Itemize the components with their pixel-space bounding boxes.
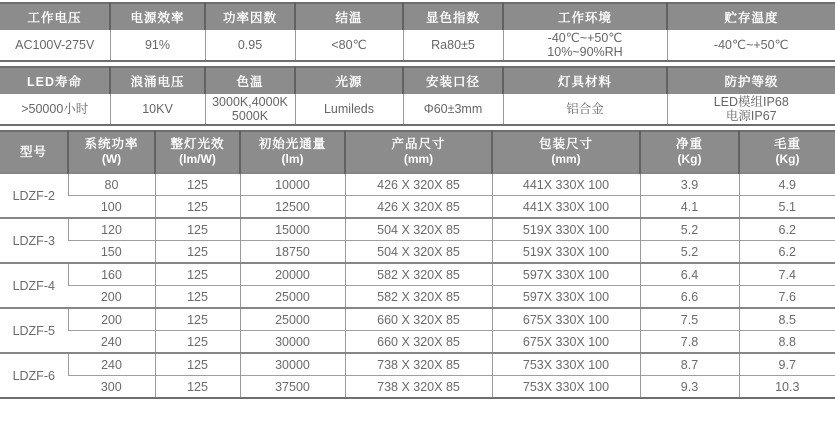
table-cell: 37500	[240, 376, 345, 399]
table-cell: 8.7	[640, 353, 739, 376]
table-cell: 660 X 320X 85	[345, 308, 492, 331]
header-label: 产品尺寸	[391, 137, 446, 151]
table-cell: 125	[155, 308, 240, 331]
table-cell: 125	[155, 331, 240, 354]
spec-value-cell	[667, 30, 835, 61]
table-cell: 125	[155, 353, 240, 376]
spec-header-cell: 浪涌电压	[110, 67, 205, 94]
model-table-header-row	[0, 131, 835, 173]
table-cell: 582 X 320X 85	[345, 286, 492, 309]
spec-value-line: 电源IP67	[725, 109, 777, 123]
spec-value-line: AC100V-275V	[15, 38, 95, 52]
spec-header-cell: 安装口径	[403, 67, 503, 94]
table-cell: 25000	[240, 308, 345, 331]
table-cell: 125	[155, 218, 240, 241]
table-cell: 20000	[240, 263, 345, 286]
table-cell: 6.2	[739, 241, 835, 264]
table-cell: 660 X 320X 85	[345, 331, 492, 354]
table-cell: 25000	[240, 286, 345, 309]
model-cell: LDZF-4	[0, 263, 68, 308]
table-cell: 597X 330X 100	[492, 286, 640, 309]
spec-value-row	[0, 94, 835, 125]
model-table-header-cell	[492, 131, 640, 173]
spec-value-cell	[295, 30, 403, 61]
spec-header-row	[0, 67, 835, 94]
table-cell: 150	[68, 241, 155, 264]
spec-value-cell	[110, 94, 205, 125]
table-cell: 6.2	[739, 218, 835, 241]
table-cell: 125	[155, 241, 240, 264]
table-cell: 519X 330X 100	[492, 241, 640, 264]
spec-value-cell	[0, 94, 110, 125]
spec-value-line: 铝合金	[566, 102, 604, 116]
table-row	[0, 331, 835, 354]
header-label: 毛重	[773, 137, 801, 151]
header-label: 系统功率	[84, 137, 139, 151]
table-row	[0, 286, 835, 309]
table-cell: 6.4	[640, 263, 739, 286]
table-cell: 125	[155, 376, 240, 399]
table-cell: 125	[155, 263, 240, 286]
spec-value-line: Lumileds	[323, 102, 375, 116]
spec-header-cell: 灯具材料	[503, 67, 667, 94]
table-cell: 18750	[240, 241, 345, 264]
header-label: 初始光通量	[258, 137, 327, 151]
table-cell: 582 X 320X 85	[345, 263, 492, 286]
table-cell: 426 X 320X 85	[345, 173, 492, 196]
table-cell: 100	[68, 196, 155, 219]
model-cell: LDZF-2	[0, 173, 68, 218]
spec-value-line: 5000K	[231, 109, 269, 123]
table-cell: 738 X 320X 85	[345, 353, 492, 376]
header-unit: (W)	[101, 152, 122, 166]
spec-header-cell: 电源效率	[110, 3, 205, 30]
table-row	[0, 241, 835, 264]
spec-value-line: -40℃~+50℃	[713, 38, 789, 52]
table-cell: 15000	[240, 218, 345, 241]
table-cell: 125	[155, 173, 240, 196]
spec-table-2	[0, 66, 835, 126]
table-cell: 5.1	[739, 196, 835, 219]
table-row	[0, 218, 835, 241]
spec-header-cell: LED寿命	[0, 67, 110, 94]
table-cell: 30000	[240, 331, 345, 354]
table-cell: 300	[68, 376, 155, 399]
table-cell: 441X 330X 100	[492, 196, 640, 219]
header-unit: (mm)	[551, 152, 581, 166]
spec-value-line: Ra80±5	[431, 38, 475, 52]
table-cell: 6.6	[640, 286, 739, 309]
table-cell: 200	[68, 286, 155, 309]
spec-header-cell: 光源	[295, 67, 403, 94]
table-cell: 7.5	[640, 308, 739, 331]
table-cell: 3.9	[640, 173, 739, 196]
spec-value-cell	[667, 94, 835, 125]
table-cell: 4.1	[640, 196, 739, 219]
table-cell: 5.2	[640, 241, 739, 264]
header-label: 型号	[19, 144, 47, 159]
table-cell: 597X 330X 100	[492, 263, 640, 286]
table-cell: 125	[155, 286, 240, 309]
table-cell: 753X 330X 100	[492, 353, 640, 376]
model-cell: LDZF-5	[0, 308, 68, 353]
spec-header-cell: 显色指数	[403, 3, 503, 30]
header-label: 整灯光效	[170, 137, 225, 151]
model-cell: LDZF-6	[0, 353, 68, 398]
table-cell: 9.7	[739, 353, 835, 376]
spec-header-cell: 功率因数	[205, 3, 295, 30]
table-cell: 441X 330X 100	[492, 173, 640, 196]
model-spec-table	[0, 130, 835, 399]
spec-value-line: <80℃	[331, 38, 367, 52]
table-cell: 240	[68, 353, 155, 376]
model-table-header-cell	[155, 131, 240, 173]
model-table-header-cell	[68, 131, 155, 173]
table-cell: 7.6	[739, 286, 835, 309]
spec-value-cell	[110, 30, 205, 61]
table-cell: 504 X 320X 85	[345, 218, 492, 241]
model-table-header-cell	[739, 131, 835, 173]
table-cell: 8.8	[739, 331, 835, 354]
table-cell: 120	[68, 218, 155, 241]
header-unit: (Kg)	[677, 152, 702, 166]
model-cell: LDZF-3	[0, 218, 68, 263]
header-label: 包装尺寸	[538, 137, 593, 151]
table-cell: 200	[68, 308, 155, 331]
table-cell: 426 X 320X 85	[345, 196, 492, 219]
model-table-header-cell	[240, 131, 345, 173]
spec-value-cell	[295, 94, 403, 125]
spec-table-1	[0, 2, 835, 62]
table-cell: 8.5	[739, 308, 835, 331]
model-table-header-cell	[0, 131, 68, 173]
spec-value-cell	[205, 30, 295, 61]
table-cell: 10.3	[739, 376, 835, 399]
spec-value-line: -40℃~+50℃	[547, 31, 623, 45]
table-cell: 5.2	[640, 218, 739, 241]
spec-header-cell: 贮存温度	[667, 3, 835, 30]
table-cell: 675X 330X 100	[492, 331, 640, 354]
table-cell: 80	[68, 173, 155, 196]
table-cell: 240	[68, 331, 155, 354]
header-unit: (mm)	[403, 152, 434, 166]
table-row	[0, 353, 835, 376]
table-cell: 753X 330X 100	[492, 376, 640, 399]
table-cell: 4.9	[739, 173, 835, 196]
table-cell: 7.8	[640, 331, 739, 354]
spec-header-row	[0, 3, 835, 30]
spec-value-line: 91%	[144, 38, 171, 52]
spec-value-line: 10KV	[142, 102, 173, 116]
table-cell: 12500	[240, 196, 345, 219]
spec-value-cell	[0, 30, 110, 61]
spec-value-cell	[205, 94, 295, 125]
spec-value-line: 10%~90%RH	[547, 45, 623, 59]
header-label: 净重	[675, 137, 703, 151]
table-cell: 675X 330X 100	[492, 308, 640, 331]
spec-header-cell: 工作环境	[503, 3, 667, 30]
spec-value-cell	[403, 94, 503, 125]
table-cell: 160	[68, 263, 155, 286]
header-unit: (lm)	[281, 152, 304, 166]
spec-value-cell	[403, 30, 503, 61]
table-row	[0, 308, 835, 331]
spec-value-line: Φ60±3mm	[423, 102, 483, 116]
spec-value-row	[0, 30, 835, 61]
spec-header-cell: 防护等级	[667, 67, 835, 94]
table-row	[0, 173, 835, 196]
table-cell: 30000	[240, 353, 345, 376]
spec-value-line: LED模组IP68	[713, 95, 789, 109]
table-cell: 519X 330X 100	[492, 218, 640, 241]
spec-value-cell	[503, 30, 667, 61]
table-cell: 9.3	[640, 376, 739, 399]
spec-value-line: >50000小时	[21, 102, 89, 116]
model-table-header-cell	[345, 131, 492, 173]
model-table-header-cell	[640, 131, 739, 173]
table-cell: 10000	[240, 173, 345, 196]
table-row	[0, 376, 835, 399]
table-cell: 125	[155, 196, 240, 219]
spec-header-cell: 色温	[205, 67, 295, 94]
header-unit: (Kg)	[775, 152, 800, 166]
spec-header-cell: 结温	[295, 3, 403, 30]
table-cell: 504 X 320X 85	[345, 241, 492, 264]
spec-value-line: 0.95	[237, 38, 263, 52]
spec-value-cell	[503, 94, 667, 125]
table-cell: 738 X 320X 85	[345, 376, 492, 399]
spec-value-line: 3000K,4000K	[212, 95, 288, 109]
table-row	[0, 263, 835, 286]
header-unit: (lm/W)	[179, 152, 216, 166]
table-row	[0, 196, 835, 219]
table-cell: 7.4	[739, 263, 835, 286]
spec-header-cell: 工作电压	[0, 3, 110, 30]
